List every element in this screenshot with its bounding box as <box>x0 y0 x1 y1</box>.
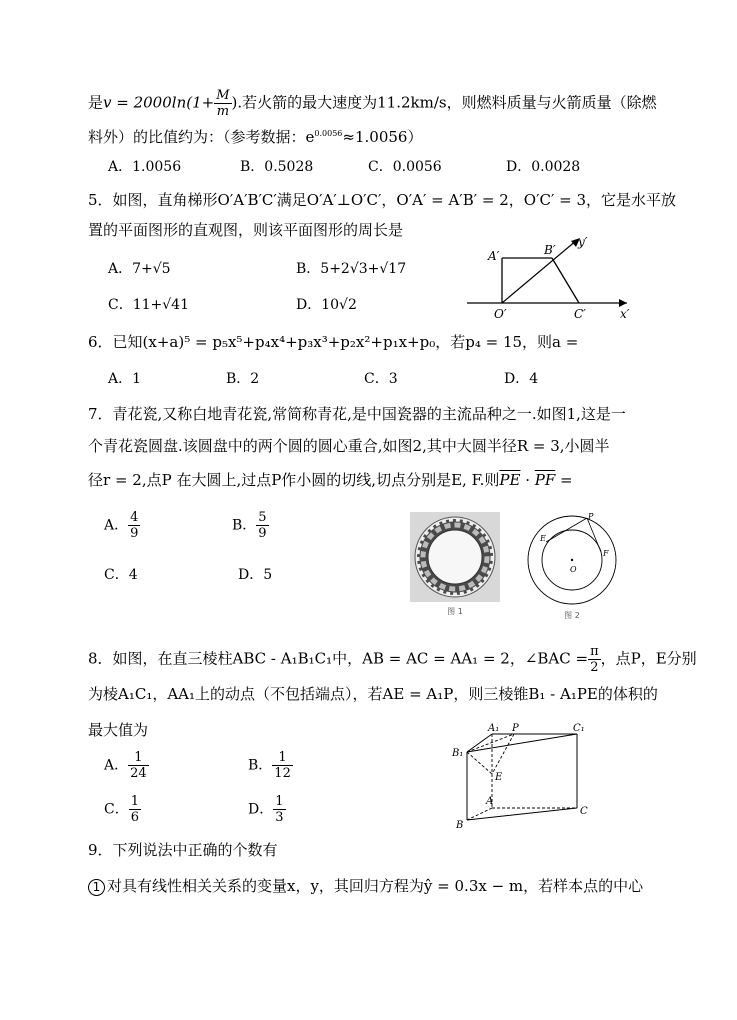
q8-option-c-label: C． <box>104 801 129 818</box>
q8-option-b-den: 12 <box>274 766 291 781</box>
q8-label-a: A <box>486 796 494 807</box>
q7-option-b-fraction <box>256 510 268 541</box>
q8-line3: 最大值为 <box>88 721 149 739</box>
q7-fig2-label-e: E <box>540 534 546 543</box>
q4-line1 <box>88 88 657 119</box>
q8-option-d-fraction <box>273 794 285 825</box>
q7-fig2-label-f: F <box>603 549 609 558</box>
q4-line1-rest: .若火箭的最大速度为11.2km/s，则燃料质量与火箭质量（除燃 <box>237 93 657 112</box>
q8-option-d-den: 3 <box>275 810 284 825</box>
q9-item1-text: 对具有线性相关关系的变量x，y，其回归方程为ŷ = 0.3x − m，若样本点的中心 <box>107 877 644 895</box>
q7-option-a <box>104 510 140 541</box>
q8-label-c: C <box>580 806 588 817</box>
q5-segment-bc <box>552 258 579 303</box>
q5-label-y: y′ <box>578 235 588 249</box>
q5-line1: 5．如图，直角梯形O′A′B′C′满足O′A′⊥O′C′，O′A′ = A′B′ = 2，O′C′ = 3，它是水平放 <box>88 191 677 209</box>
q7-vector-pf: $\overline{PF}$ <box>534 471 556 489</box>
q4-formula-end: ) <box>231 93 238 112</box>
q8-label-a1: A₁ <box>488 723 500 734</box>
q8-line1 <box>88 644 697 675</box>
q5-option-b: B．5+2√3+√17 <box>296 261 407 277</box>
q8-option-c <box>104 794 141 825</box>
q8-option-a-label: A． <box>104 757 129 774</box>
q7-figure-2-caption: 图 2 <box>564 611 580 620</box>
q7-line2: 个青花瓷圆盘.该圆盘中的两个圆的圆心重合,如图2,其中大圆半径R = 3,小圆半 <box>88 437 610 455</box>
q8-line1-text: 8．如图，在直三棱柱ABC - A₁B₁C₁中，AB = AC = AA₁ = 2，∠BAC = <box>88 649 589 668</box>
concentric-circles-diagram <box>512 510 632 606</box>
q7-line1: 7．青花瓷,又称白地青花瓷,常简称青花,是中国瓷器的主流品种之一.如图1,这是一 <box>88 405 626 423</box>
q8-option-b-num: 1 <box>272 750 293 766</box>
q7-option-a-label: A． <box>104 517 129 534</box>
q5-option-a: A．7+√5 <box>108 261 171 277</box>
q5-x-arrow-icon <box>619 299 627 307</box>
q4-line1-start: 是 <box>88 93 104 112</box>
q8-label-e: E <box>495 772 503 783</box>
q7-option-b-num: 5 <box>258 510 267 525</box>
q4-exponent: 0.0056 <box>314 129 343 138</box>
q7-line3 <box>88 470 573 490</box>
q7-option-b <box>232 510 269 541</box>
q5-label-o: O′ <box>494 307 507 321</box>
q7-vector-pe: $\overline{PE}$ <box>499 471 521 489</box>
q8-prism-figure <box>452 722 602 832</box>
q6-option-b: B．2 <box>226 371 260 387</box>
q4-frac-num: M <box>216 88 230 103</box>
q8-label-b1: B₁ <box>452 748 464 759</box>
q4-frac-den: m <box>216 104 230 119</box>
q8-option-d-label: D． <box>248 801 274 818</box>
q7-figure-1-caption: 图 1 <box>447 607 463 616</box>
q7-fig2-label-p: P <box>588 512 594 521</box>
q7-fig2-label-o: O <box>570 565 577 574</box>
q7-option-d: D．5 <box>238 567 273 583</box>
q7-option-a-fraction <box>128 510 140 541</box>
q5-label-a: A′ <box>488 249 500 263</box>
q8-label-c1: C₁ <box>573 723 585 734</box>
q9-item1-number: 1 <box>88 879 105 896</box>
q7-option-a-den: 9 <box>130 526 139 541</box>
q5-label-b: B′ <box>544 243 556 257</box>
q9-item1 <box>88 876 643 896</box>
q8-option-c-den: 6 <box>130 810 139 825</box>
q8-option-b <box>248 750 293 781</box>
q8-label-b: B <box>456 820 464 831</box>
q5-option-d: D．10√2 <box>296 297 357 313</box>
q5-y-axis <box>502 240 577 303</box>
q5-trapezoid-figure <box>462 228 637 323</box>
q8-angle-num: π <box>590 644 599 659</box>
q8-option-d <box>248 794 286 825</box>
q6-option-c: C．3 <box>364 371 398 387</box>
q8-option-a-fraction <box>128 750 149 781</box>
q7-option-c: C．4 <box>104 567 138 583</box>
q8-option-b-label: B． <box>248 757 273 774</box>
q8-option-a <box>104 750 149 781</box>
q8-option-c-num: 1 <box>130 794 139 809</box>
q5-line2: 置的平面图形的直观图，则该平面图形的周长是 <box>88 221 404 239</box>
q4-option-a: A．1.0056 <box>108 159 182 175</box>
q6-option-a: A．1 <box>108 371 142 387</box>
q8-line2: 为棱A₁C₁，AA₁上的动点（不包括端点），若AE = A₁P，则三棱锥B₁ - A₁PE的体积的 <box>88 685 658 703</box>
q9-line1: 9．下列说法中正确的个数有 <box>88 841 278 859</box>
q5-label-c: C′ <box>574 307 586 321</box>
q4-option-c: C．0.0056 <box>368 159 442 175</box>
q7-dot: · <box>520 471 535 489</box>
q8-angle-den: 2 <box>590 660 599 675</box>
porcelain-plate-image <box>410 512 500 602</box>
q8-angle-fraction <box>588 644 601 675</box>
q8-option-a-den: 24 <box>130 766 147 781</box>
q7-line3-end: = <box>555 471 573 489</box>
q7-option-a-num: 4 <box>130 510 139 525</box>
q4-line2-text: 料外）的比值约为：（参考数据：e <box>88 128 315 146</box>
q7-line3-text: 径r = 2,点P 在大圆上,过点P作小圆的切线,切点分别是E, F.则 <box>88 471 500 489</box>
q7-option-b-label: B． <box>232 517 257 534</box>
q7-option-b-den: 9 <box>258 526 267 541</box>
q4-formula: v = 2000ln(1+ <box>103 93 215 112</box>
q8-option-d-num: 1 <box>275 794 284 809</box>
q8-label-p: P <box>512 723 519 734</box>
q6-line1: 6．已知(x+a)⁵ = p₅x⁵+p₄x⁴+p₃x³+p₂x²+p₁x+p₀，若p₄ = 15，则a = <box>88 333 579 351</box>
q7-figure-1 <box>410 512 500 616</box>
q4-line2-end: ≈1.0056） <box>342 128 423 146</box>
q8-option-c-fraction <box>129 794 141 825</box>
q5-option-c: C．11+√41 <box>108 297 189 313</box>
q8-line1-rest: ，点P，E分别 <box>600 649 697 668</box>
q5-label-x: x′ <box>620 307 630 321</box>
q8-option-a-num: 1 <box>128 750 149 766</box>
q6-option-d: D．4 <box>504 371 539 387</box>
q4-option-d: D．0.0028 <box>506 159 581 175</box>
q4-option-b: B．0.5028 <box>240 159 314 175</box>
q4-fraction <box>214 88 231 119</box>
q4-line2 <box>88 124 422 147</box>
q7-figure-2 <box>512 510 632 620</box>
q8-option-b-fraction <box>272 750 293 781</box>
